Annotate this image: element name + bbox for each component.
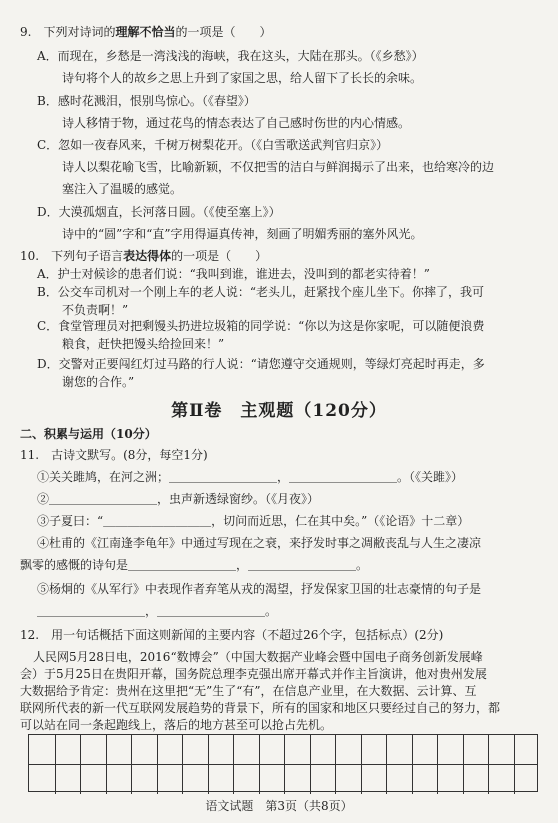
q11-stem: 11. 古诗文默写。(8分，每空1分)	[20, 448, 208, 462]
answer-grid-cell[interactable]	[463, 735, 464, 764]
answer-grid-cell[interactable]	[182, 735, 183, 764]
answer-grid-cell[interactable]	[335, 735, 336, 764]
answer-grid-cell[interactable]	[208, 765, 209, 794]
answer-grid-cell[interactable]	[157, 735, 158, 764]
answer-grid-cell[interactable]	[335, 765, 336, 794]
answer-grid-cell[interactable]	[310, 735, 311, 764]
answer-grid-cell[interactable]	[259, 735, 260, 764]
answer-grid-cell[interactable]	[488, 735, 489, 764]
answer-grid-cell[interactable]	[412, 735, 413, 764]
q12-news-line-3: 大数据给予肯定：贵州在这里把“无”生了“有”，在信息产业里，在大数据、云计算、互	[20, 684, 477, 698]
answer-grid-cell[interactable]	[131, 765, 132, 794]
q12-stem: 12. 用一句话概括下面这则新闻的主要内容（不超过26个字，包括标点）(2分)	[20, 628, 444, 642]
answer-grid-cell[interactable]	[106, 765, 107, 794]
q12-news-line-2: 会）于5月25日在贵阳开幕，国务院总理李克强出席开幕式并作主旨演讲，他对贵州发展	[20, 667, 487, 681]
answer-grid-cell[interactable]	[284, 765, 285, 794]
answer-grid-cell[interactable]	[80, 735, 81, 764]
q10-stem	[20, 248, 267, 264]
answer-grid-cell[interactable]	[259, 765, 260, 794]
q10-option-c: C．食堂管理员对把剩馒头扔进垃圾箱的同学说：“你以为这是你家呢，可以随便浪费	[37, 319, 485, 333]
answer-grid-cell[interactable]	[233, 735, 234, 764]
answer-grid-cell[interactable]	[208, 735, 209, 764]
part2-heading: 二、积累与运用（10分）	[20, 427, 157, 441]
q9-option-c-explanation: 诗人以梨花喻飞雪，比喻新颖，不仅把雪的洁白与鲜润揭示了出来，也给寒冷的边	[62, 160, 495, 174]
answer-grid-cell[interactable]	[437, 735, 438, 764]
answer-grid-cell[interactable]	[233, 765, 234, 794]
q9-option-b: B．感时花溅泪，恨别鸟惊心。（《春望》）	[37, 94, 256, 108]
q12-news-line-1: 人民网5月28日电，2016“数博会”（中国大数据产业峰会暨中国电子商务创新发展峰	[33, 650, 483, 664]
answer-grid-cell[interactable]	[55, 735, 56, 764]
answer-grid-cell[interactable]	[55, 765, 56, 794]
q9-stem-bold: 理解不恰当	[115, 25, 176, 39]
answer-grid-cell[interactable]	[157, 765, 158, 794]
q10-stem-prefix: 10. 下列句子语言	[20, 249, 124, 263]
answer-grid-cell[interactable]	[386, 735, 387, 764]
q9-option-c-explanation-cont: 塞注入了温暖的感觉。	[62, 182, 183, 196]
q10-option-c-cont: 粮食，赶快把馒头给捡回来！”	[62, 337, 225, 351]
q10-option-a: A．护士对候诊的患者们说：“我叫到谁，谁进去，没叫到的都老实待着！”	[37, 267, 430, 281]
answer-grid-cell[interactable]	[437, 765, 438, 794]
section-title: 第Ⅱ卷 主观题（120分）	[171, 401, 387, 421]
q11-item-2: ②＿＿＿＿＿＿＿＿＿，虫声新透绿窗纱。（《月夜》）	[37, 492, 320, 506]
q10-option-b-cont: 不负责啊！”	[62, 303, 129, 317]
q11-item-5-cont: ＿＿＿＿＿＿＿＿＿，＿＿＿＿＿＿＿＿＿。	[37, 604, 278, 618]
q9-stem	[20, 24, 271, 40]
answer-grid-cell[interactable]	[80, 765, 81, 794]
q9-option-d-explanation: 诗中的“圆”字和“直”字用得逼真传神，刻画了明媚秀丽的塞外风光。	[62, 227, 423, 241]
q11-item-1: ①关关雎鸠，在河之洲；＿＿＿＿＿＿＿＿＿，＿＿＿＿＿＿＿＿＿。（《关雎》）	[37, 470, 464, 484]
answer-grid-cell[interactable]	[106, 735, 107, 764]
page-footer: 语文试题 第3页（共8页）	[205, 799, 353, 813]
answer-grid-cell[interactable]	[310, 765, 311, 794]
answer-grid-cell[interactable]	[361, 735, 362, 764]
answer-grid-cell[interactable]	[412, 765, 413, 794]
q12-news-line-4: 联网所代表的新一代互联网发展趋势的背景下，所有的国家和地区只要经过自己的努力，都	[20, 701, 501, 715]
answer-grid[interactable]	[28, 734, 538, 792]
answer-grid-cell[interactable]	[386, 765, 387, 794]
answer-grid-cell[interactable]	[182, 765, 183, 794]
q11-item-4: ④杜甫的《江南逢李龟年》中通过写现在之衰，来抒发时事之凋敝丧乱与人生之凄凉	[37, 536, 482, 550]
q11-item-3: ③子夏曰：“＿＿＿＿＿＿＿＿＿，切问而近思，仁在其中矣。”（《论语》十二章）	[37, 514, 470, 528]
q11-item-4-cont: 飘零的感慨的诗句是＿＿＿＿＿＿＿＿＿，＿＿＿＿＿＿＿＿＿。	[20, 558, 369, 572]
q10-option-d: D．交警对正要闯红灯过马路的行人说：“请您遵守交通规则，等绿灯亮起时再走，多	[37, 357, 485, 371]
answer-grid-cell[interactable]	[514, 735, 515, 764]
q10-option-b: B．公交车司机对一个刚上车的老人说：“老头儿，赶紧找个座儿坐下。你摔了，我可	[37, 285, 484, 299]
q9-stem-suffix: 的一项是（ ）	[175, 25, 272, 39]
q10-stem-bold: 表达得体	[123, 249, 172, 263]
q9-stem-prefix: 9. 下列对诗词的	[20, 25, 116, 39]
q9-option-b-explanation: 诗人移情于物，通过花鸟的情态表达了自己感时伤世的内心情感。	[62, 116, 411, 130]
q11-item-5: ⑤杨炯的《从军行》中表现作者弃笔从戎的渴望，抒发保家卫国的壮志豪情的句子是	[37, 582, 482, 596]
q9-option-a-explanation: 诗句将个人的故乡之思上升到了家国之思，给人留下了长长的余味。	[62, 71, 423, 85]
answer-grid-row[interactable]	[29, 735, 537, 764]
q9-option-c: C．忽如一夜春风来，千树万树梨花开。（《白雪歌送武判官归京》）	[37, 138, 389, 152]
q9-option-d: D．大漠孤烟直，长河落日圆。（《使至塞上》）	[37, 205, 281, 219]
q10-option-d-cont: 谢您的合作。”	[62, 375, 135, 389]
q10-stem-suffix: 的一项是（ ）	[171, 249, 268, 263]
answer-grid-cell[interactable]	[284, 735, 285, 764]
q9-option-a: A．而现在，乡愁是一湾浅浅的海峡，我在这头，大陆在那头。（《乡愁》）	[37, 49, 424, 63]
answer-grid-cell[interactable]	[131, 735, 132, 764]
q12-news-line-5: 可以站在同一条起跑线上，落后的地方甚至可以抢占先机。	[20, 718, 333, 732]
answer-grid-cell[interactable]	[463, 765, 464, 794]
answer-grid-row[interactable]	[29, 764, 537, 794]
answer-grid-cell[interactable]	[361, 765, 362, 794]
answer-grid-cell[interactable]	[488, 765, 489, 794]
answer-grid-cell[interactable]	[514, 765, 515, 794]
